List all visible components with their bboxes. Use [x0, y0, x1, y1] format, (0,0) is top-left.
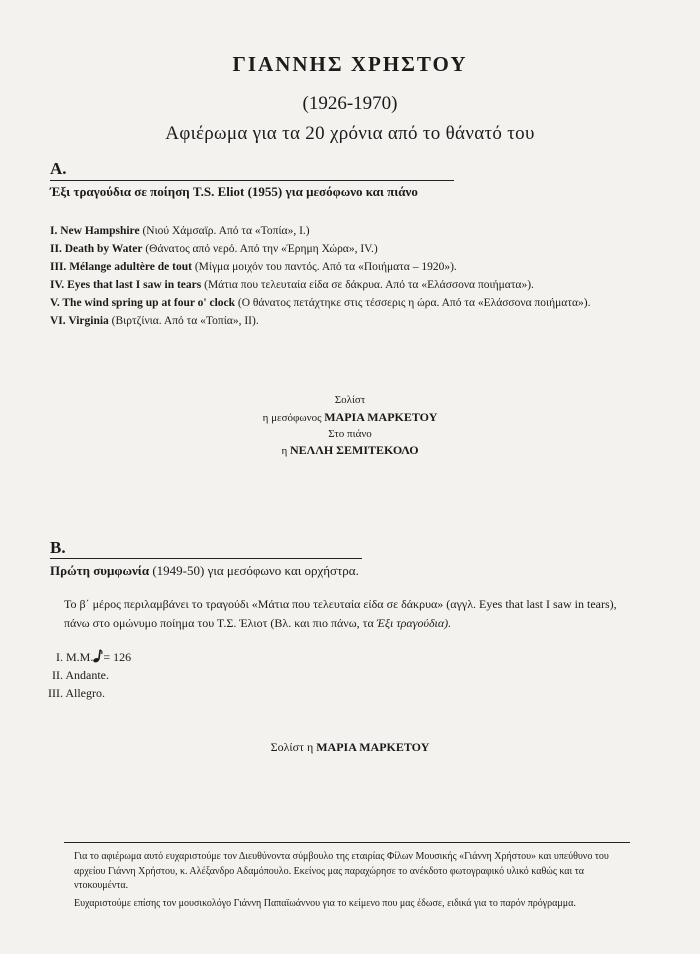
list-item: V. The wind spring up at four o' clock (Ο θάνατος πετάχτηκε στις τέσσερις η ώρα. Από τα «Ελάσσονα ποιήματα»).: [50, 297, 591, 309]
piano-label: Στο πιάνο: [328, 428, 372, 440]
list-item: II. Death by Water (Θάνατος από νερό. Από την «Έρημη Χώρα», IV.): [50, 243, 378, 255]
list-item: VI. Virginia (Βιρτζίνια. Από τα «Τοπία», ΙΙ).: [50, 315, 259, 327]
list-item: I. New Hampshire (Νιού Χάμσαϊρ. Από τα «Τοπία», Ι.): [50, 225, 310, 237]
list-item: I. M.M. = 126: [56, 650, 132, 664]
composer-years: (1926-1970): [302, 93, 398, 114]
quarter-note-icon: [93, 649, 103, 663]
section-a-rule: [50, 180, 454, 181]
section-a-heading: Έξι τραγούδια σε ποίηση T.S. Eliot (1955) για μεσόφωνο και πιάνο: [50, 184, 418, 199]
list-item: IV. Eyes that last I saw in tears (Μάτια που τελευταία είδα σε δάκρυα. Από τα «Ελάσσονα ποιήματα»).: [50, 279, 534, 291]
section-a-letter: Α.: [50, 159, 67, 178]
list-item: III. Allegro.: [48, 686, 105, 700]
section-b-letter: Β.: [50, 538, 66, 557]
section-b-rule: [50, 558, 362, 559]
soloist-label: Σολίστ: [334, 394, 366, 406]
page-title: ΓΙΑΝΝΗΣ ΧΡΗΣΤΟΥ: [232, 52, 468, 76]
song-list: [50, 222, 670, 330]
footer-rule: [64, 842, 630, 843]
section-b-heading: Πρώτη συμφωνία (1949-50) για μεσόφωνο και ορχήστρα.: [50, 563, 359, 578]
footer-notes: Για το αφιέρωμα αυτό ευχαριστούμε τον Διευθύνοντα σύμβουλο της εταιρίας Φίλων Μουσικής «Γιάννη Χρήστου» και υπεύθυνο του αρχείου Γιάννη Χρήστου, κ. Αλέξανδρο Αδαμόπουλο. Εκείνος μας παραχώρησε το ανέκδοτο φωτογραφικό υλικό καθώς και τα ντοκουμέντα. Ευχαριστούμε επίσης τον μουσικολόγο Γιάννη Παπαϊωάννου για το κείμενο που μας έδωσε, ειδικά για το παρόν πρόγραμμα.: [74, 851, 609, 909]
page-subtitle: Αφιέρωμα για τα 20 χρόνια από το θάνατό του: [165, 123, 535, 144]
list-item: II. Andante.: [52, 668, 109, 682]
section-b-paragraph: Το β΄ μέρος περιλαμβάνει το τραγούδι «Μάτια που τελευταία είδα σε δάκρυα» (αγγλ. Eyes that last I saw in tears), πάνω στο ομώνυμο ποίημα του Τ.Σ. Έλιοτ (Βλ. και πιο πάνω, τα Έξι τραγούδια).: [64, 597, 617, 630]
list-item: III. Mélange adultère de tout (Μίγμα μοιχόν του παντός. Από τα «Ποιήματα – 1920»).: [50, 261, 457, 273]
section-b-soloist: Σολίστ η ΜΑΡΙΑ ΜΑΡΚΕΤΟΥ: [270, 740, 430, 754]
piano-credit: η ΝΕΛΛΗ ΣΕΜΙΤΕΚΟΛΟ: [281, 443, 419, 457]
voice-credit: η μεσόφωνος ΜΑΡΙΑ ΜΑΡΚΕΤΟΥ: [262, 410, 438, 424]
movement-list: [46, 648, 346, 702]
